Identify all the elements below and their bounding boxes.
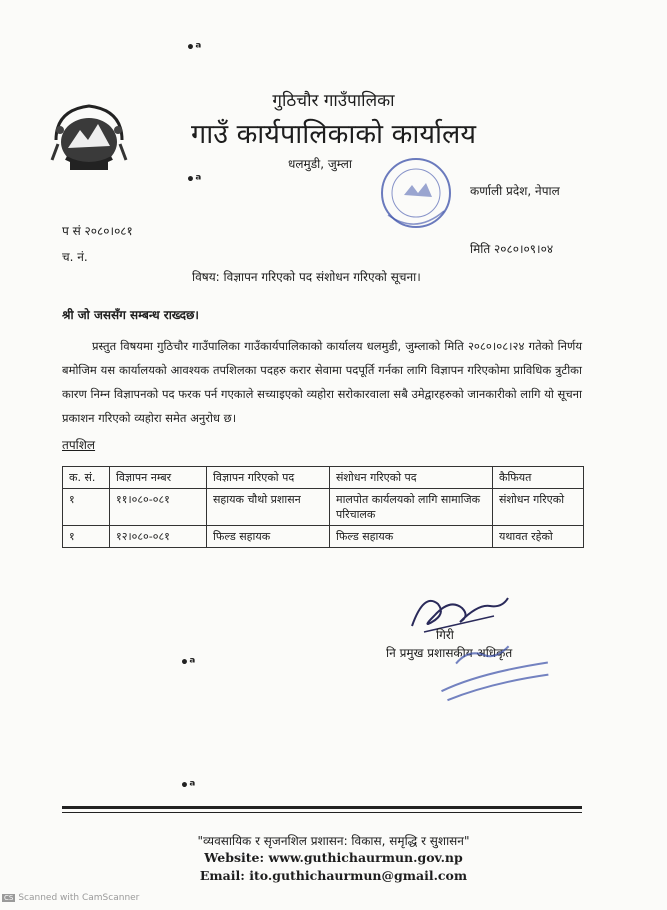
footer-divider [62, 806, 582, 809]
cell-revised-post: मालपोत कार्यलयको लागि सामाजिक परिचालक [330, 489, 493, 526]
cell-sn: १ [63, 526, 110, 548]
header-advertised-post: विज्ञापन गरिएको पद [207, 467, 330, 489]
cell-advertised-post: फिल्ड सहायक [207, 526, 330, 548]
footer-website: Website: www.guthichaurmun.gov.np [204, 850, 463, 865]
punch-mark: •ᵃ [180, 778, 196, 794]
header-revised-post: संशोधन गरिएको पद [330, 467, 493, 489]
cell-ad-number: १२।०८०-०८१ [110, 526, 207, 548]
letter-body: प्रस्तुत विषयमा गुठिचौर गाउँपालिका गाउँकार्यपालिकाको कार्यालय धलमुडी, जुम्लाको मिति २०८०।०८।२४ गतेको निर्णय बमोजिम यस कार्यालयको आवश्यक तपशिलका पदहरु करार सेवामा पदपूर्ति गर्नका लागि विज्ञापन गरिएकोमा प्राविधिक त्रुटीका कारण निम्न विज्ञापनको पद फरक पर्न गएकाले सच्याइएको व्यहोरा सरोकारवाला सबै उमेद्वारहरुको जानकारीको लागि यो सूचना प्रकाशन गरिएको व्यहोरा समेत अनुरोध छ। [62, 339, 582, 425]
round-office-stamp-icon [378, 155, 454, 231]
cell-advertised-post: सहायक चौथो प्रशासन [207, 489, 330, 526]
footer-divider-thin [62, 812, 582, 813]
punch-mark: •ᵃ [186, 172, 202, 188]
signer-name: गिरी [436, 628, 454, 642]
punch-mark: •ᵃ [186, 40, 202, 56]
cell-revised-post: फिल्ड सहायक [330, 526, 493, 548]
watermark-text: Scanned with CamScanner [18, 893, 140, 903]
cell-remarks: यथावत रहेको [493, 526, 584, 548]
table-row [63, 489, 584, 526]
letter-subject: विषय: विज्ञापन गरिएको पद संशोधन गरिएको सूचना। [192, 270, 421, 284]
salutation: श्री जो जससँग सम्बन्ध राख्दछ। [62, 308, 199, 322]
header-ad-number: विज्ञापन नम्बर [110, 467, 207, 489]
footer-email: Email: ito.guthichaurmun@gmail.com [199, 868, 468, 883]
reference-number: प सं २०८०।०८१ [62, 224, 133, 238]
position-table [62, 466, 584, 548]
punch-mark: •ᵃ [180, 655, 196, 671]
table-row [63, 526, 584, 548]
cell-remarks: संशोधन गरिएको [493, 489, 584, 526]
table-caption: तपशिल [62, 438, 96, 452]
letter-date: मिति २०८०।०९।०४ [470, 242, 554, 256]
cell-sn: १ [63, 489, 110, 526]
dispatch-number: च. नं. [62, 250, 88, 264]
signer-title: नि प्रमुख प्रशासकीय अधिकृत [386, 646, 513, 660]
scanner-watermark [2, 893, 139, 903]
officer-stamp-icon [418, 636, 568, 702]
office-name: गाउँ कार्यपालिकाको कार्यालय [191, 119, 476, 150]
header-sn: क. सं. [63, 467, 110, 489]
footer-slogan: "व्यवसायिक र सृजनशिल प्रशासन: विकास, समृद्धि र सुशासन" [197, 834, 470, 848]
province-name: कर्णाली प्रदेश, नेपाल [470, 184, 560, 198]
office-location: धलमुडी, जुम्ला [288, 157, 352, 171]
municipality-name: गुठिचौर गाउँपालिका [272, 91, 395, 111]
camscanner-logo-icon: CS [4, 894, 14, 902]
handwritten-signature-icon [404, 586, 514, 642]
table-header-row [63, 467, 584, 489]
cell-ad-number: ११।०८०-०८१ [110, 489, 207, 526]
header-remarks: कैफियत [493, 467, 584, 489]
